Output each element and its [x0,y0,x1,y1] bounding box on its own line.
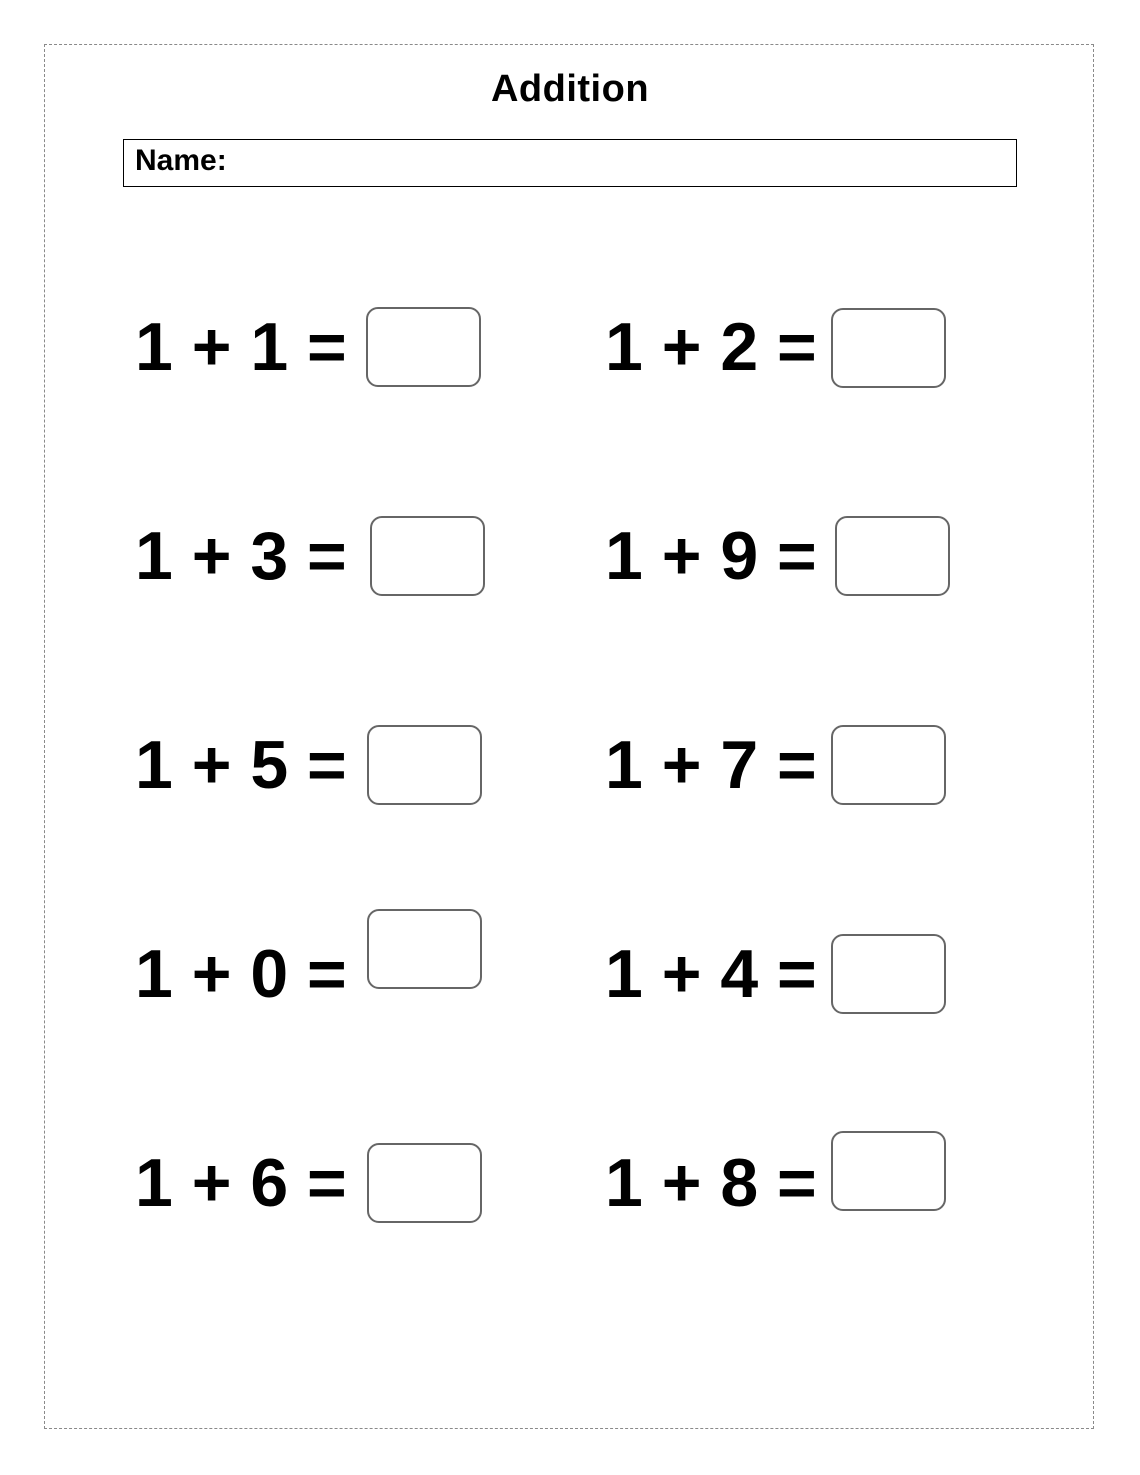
worksheet-title: Addition [490,68,650,110]
problem-expression: 1 + 1 = [135,309,347,385]
answer-box[interactable] [831,308,946,388]
answer-box[interactable] [367,725,482,805]
answer-box[interactable] [366,307,481,387]
answer-box[interactable] [367,1143,482,1223]
problem-expression: 1 + 2 = [605,309,817,385]
problem-expression: 1 + 5 = [135,727,347,803]
answer-box[interactable] [831,725,946,805]
problem-expression: 1 + 4 = [605,936,817,1012]
problem-expression: 1 + 9 = [605,518,817,594]
answer-box[interactable] [370,516,485,596]
name-field[interactable] [123,139,1017,187]
answer-box[interactable] [835,516,950,596]
answer-box[interactable] [831,1131,946,1211]
problem-expression: 1 + 7 = [605,727,817,803]
problem-expression: 1 + 6 = [135,1145,347,1221]
problem-expression: 1 + 0 = [135,936,347,1012]
answer-box[interactable] [367,909,482,989]
answer-box[interactable] [831,934,946,1014]
problem-expression: 1 + 8 = [605,1145,817,1221]
problem-expression: 1 + 3 = [135,518,347,594]
name-label: Name: [135,144,227,177]
